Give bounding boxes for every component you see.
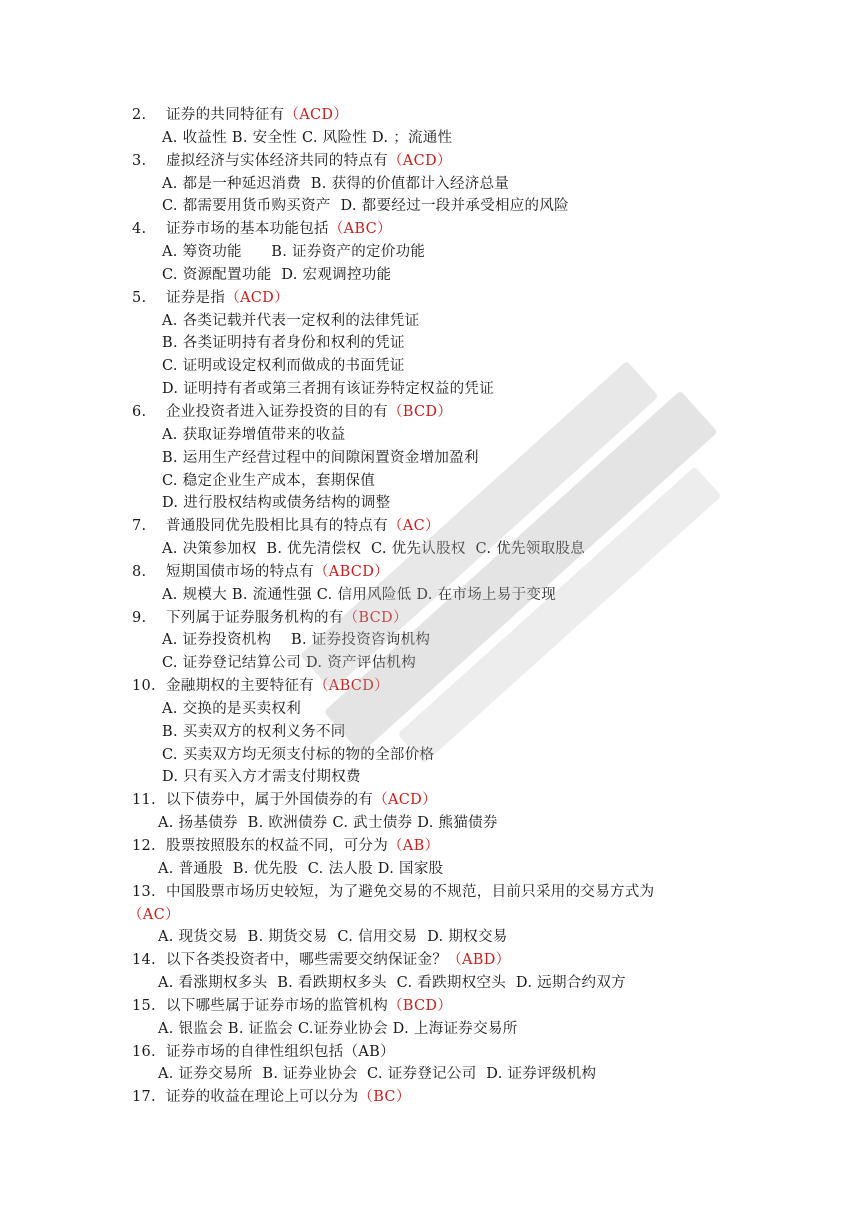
option-text: A. 收益性 B. 安全性 C. 风险性 D. ；流通性	[162, 129, 453, 146]
answer-key: （AB）	[343, 1043, 395, 1060]
question-text: 虚拟经济与实体经济共同的特点有	[166, 152, 388, 169]
option-text: C. 证明或设定权利而做成的书面凭证	[162, 358, 405, 375]
option-text: C. 资源配置功能 D. 宏观调控功能	[162, 266, 392, 283]
option-line	[132, 355, 752, 378]
option-text: A. 证券投资机构 B. 证券投资咨询机构	[162, 632, 431, 649]
question-number: 7.	[132, 518, 147, 535]
option-line	[132, 195, 752, 218]
option-text: C. 买卖双方均无须支付标的物的全部价格	[162, 746, 435, 763]
question-number: 5.	[132, 289, 147, 306]
option-text: D. 证明持有者或第三者拥有该证券特定权益的凭证	[162, 381, 495, 398]
option-text: A. 现货交易 B. 期货交易 C. 信用交易 D. 期权交易	[158, 929, 508, 946]
option-line	[132, 972, 752, 995]
option-line	[132, 538, 752, 561]
question-list	[128, 104, 752, 1109]
question-line	[132, 675, 752, 698]
option-line	[132, 492, 752, 515]
answer-key: （ACD）	[373, 792, 437, 809]
option-line	[132, 264, 752, 287]
question-number: 6.	[132, 403, 147, 420]
question-number: 15.	[132, 997, 156, 1014]
question-number: 13.	[132, 883, 156, 900]
option-text: A. 普通股 B. 优先股 C. 法人股 D. 国家股	[158, 860, 444, 877]
option-line	[132, 470, 752, 493]
question-text: 短期国债市场的特点有	[166, 563, 314, 580]
question-text: 以下各类投资者中，哪些需要交纳保证金？	[166, 952, 448, 969]
option-line	[132, 1018, 752, 1041]
answer-key: （BC）	[358, 1089, 411, 1106]
question-text: 普通股同优先股相比具有的特点有	[166, 518, 388, 535]
question-line	[132, 789, 752, 812]
question-number: 3.	[132, 152, 147, 169]
question-text: 中国股票市场历史较短，为了避免交易的不规范，目前只采用的交易方式为	[166, 883, 655, 900]
option-line	[132, 652, 752, 675]
question-line	[132, 835, 752, 858]
option-text: A. 规模大 B. 流通性强 C. 信用风险低 D. 在市场上易于变现	[162, 586, 557, 603]
question-line	[132, 949, 752, 972]
option-line	[132, 127, 752, 150]
answer-key: （AB）	[388, 838, 440, 854]
question-text: 以下哪些属于证券市场的监管机构	[166, 997, 388, 1014]
option-text: B. 各类证明持有者身份和权利的凭证	[162, 335, 405, 352]
answer-key: （AC）	[128, 906, 180, 923]
option-line	[132, 378, 752, 401]
question-number: 17.	[132, 1089, 156, 1106]
question-line	[132, 1041, 752, 1064]
question-line	[132, 401, 752, 424]
answer-key: （ABC）	[328, 221, 392, 238]
option-line	[132, 332, 752, 355]
answer-key: （BCD）	[388, 997, 453, 1014]
question-text: 股票按照股东的权益不同，可分为	[166, 838, 388, 854]
question-continuation	[128, 904, 752, 927]
question-number: 12.	[132, 838, 156, 854]
question-line	[132, 561, 752, 584]
option-text: A. 证券交易所 B. 证券业协会 C. 证券登记公司 D. 证券评级机构	[158, 1066, 597, 1083]
option-text: A. 银监会 B. 证监会 C.证券业协会 D. 上海证券交易所	[158, 1020, 518, 1037]
answer-key: （ABCD）	[314, 678, 389, 695]
option-text: D. 进行股权结构或债务结构的调整	[162, 495, 391, 512]
option-text: A. 交换的是买卖权利	[162, 700, 301, 717]
option-line	[132, 698, 752, 721]
question-text: 下列属于证券服务机构的有	[166, 609, 344, 626]
question-line	[132, 995, 752, 1018]
question-number: 8.	[132, 563, 147, 580]
question-text: 金融期权的主要特征有	[166, 678, 314, 695]
answer-key: （ABD）	[447, 952, 511, 969]
option-text: A. 看涨期权多头 B. 看跌期权多头 C. 看跌期权空头 D. 远期合约双方	[158, 975, 626, 992]
option-line	[132, 584, 752, 607]
answer-key: （AC）	[388, 518, 440, 535]
question-text: 证券市场的自律性组织包括	[166, 1043, 344, 1060]
option-text: D. 只有买入方才需支付期权费	[162, 769, 361, 786]
question-number: 2.	[132, 107, 147, 123]
question-number: 16.	[132, 1043, 156, 1060]
option-text: A. 获取证券增值带来的收益	[162, 426, 346, 443]
option-line	[132, 926, 752, 949]
question-text: 企业投资者进入证券投资的目的有	[166, 403, 388, 420]
option-text: A. 扬基债券 B. 欧洲债券 C. 武士债券 D. 熊猫债券	[158, 815, 498, 832]
option-text: A. 都是一种延迟消费 B. 获得的价值都计入经济总量	[162, 175, 510, 192]
answer-key: （BCD）	[343, 609, 408, 626]
option-line	[132, 447, 752, 470]
answer-key: （ACD）	[284, 107, 349, 123]
question-number: 9.	[132, 609, 147, 626]
question-line	[132, 287, 752, 310]
option-line	[132, 766, 752, 789]
option-text: A. 决策参加权 B. 优先清偿权 C. 优先认股权 C. 优先领取股息	[162, 541, 586, 558]
option-text: A. 各类记载并代表一定权利的法律凭证	[162, 312, 420, 329]
option-text: C. 证券登记结算公司 D. 资产评估机构	[162, 655, 417, 672]
option-line	[132, 424, 752, 447]
question-number: 14.	[132, 952, 156, 969]
question-line	[132, 607, 752, 630]
option-line	[132, 1063, 752, 1086]
answer-key: （BCD）	[388, 403, 453, 420]
answer-key: （ABCD）	[314, 563, 389, 580]
question-text: 证券的共同特征有	[166, 107, 285, 123]
question-line	[132, 1086, 752, 1109]
question-line	[132, 515, 752, 538]
question-text: 证券的收益在理论上可以分为	[166, 1089, 359, 1106]
question-text: 证券是指	[166, 289, 226, 306]
question-line	[132, 150, 752, 173]
question-line	[132, 218, 752, 241]
option-text: C. 都需要用货币购买资产 D. 都要经过一段并承受相应的风险	[162, 198, 569, 215]
question-number: 4.	[132, 221, 147, 238]
option-text: B. 运用生产经营过程中的间隙闲置资金增加盈利	[162, 449, 479, 466]
question-line	[132, 104, 752, 127]
option-line	[132, 744, 752, 767]
option-line	[132, 241, 752, 264]
question-text: 以下债券中，属于外国债券的有	[166, 792, 374, 809]
option-text: B. 买卖双方的权利义务不同	[162, 723, 346, 740]
option-line	[132, 721, 752, 744]
option-line	[132, 629, 752, 652]
question-line	[132, 881, 752, 904]
option-line	[132, 812, 752, 835]
answer-key: （ACD）	[225, 289, 289, 306]
question-number: 10.	[132, 678, 156, 695]
option-text: A. 筹资功能 B. 证券资产的定价功能	[162, 244, 426, 261]
option-text: C. 稳定企业生产成本，套期保值	[162, 472, 376, 489]
option-line	[132, 173, 752, 196]
answer-key: （ACD）	[388, 152, 452, 169]
question-number: 11.	[132, 792, 156, 809]
option-line	[132, 310, 752, 333]
question-text: 证券市场的基本功能包括	[166, 221, 329, 238]
option-line	[132, 858, 752, 881]
